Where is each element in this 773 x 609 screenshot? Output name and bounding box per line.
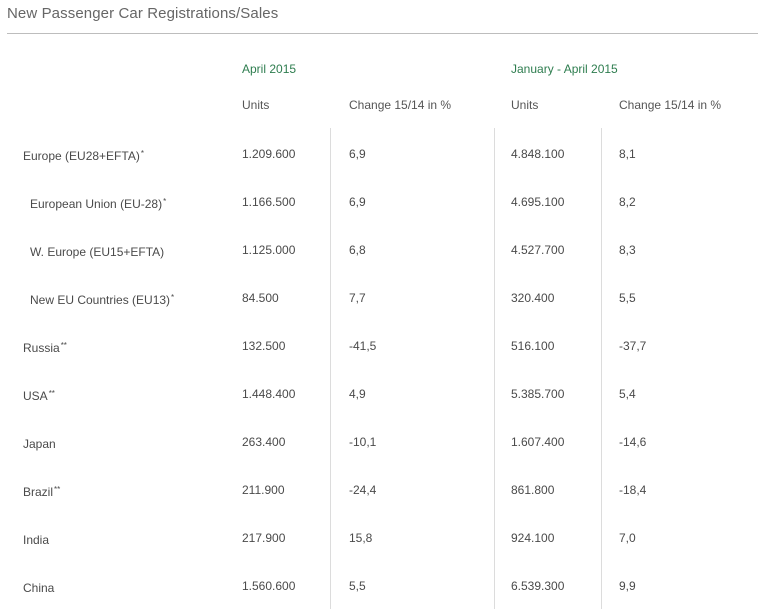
change-april: 6,8 (349, 243, 366, 257)
row-label: USA** (23, 389, 55, 403)
units-jan-apr: 6.539.300 (511, 579, 565, 593)
units-april: 1.560.600 (242, 579, 296, 593)
table-row (0, 192, 773, 212)
change-jan-apr: 8,3 (619, 243, 636, 257)
units-jan-apr: 5.385.700 (511, 387, 565, 401)
row-label: India (23, 533, 50, 547)
table-row (0, 576, 773, 596)
change-jan-apr: 8,1 (619, 147, 636, 161)
row-label: European Union (EU-28)* (30, 197, 167, 211)
title-divider (7, 33, 758, 34)
change-jan-apr: 7,0 (619, 531, 636, 545)
change-jan-apr: 5,4 (619, 387, 636, 401)
footnote-mark: ** (54, 485, 61, 494)
change-jan-apr: 9,9 (619, 579, 636, 593)
table-row (0, 528, 773, 548)
row-label: New EU Countries (EU13)* (30, 293, 175, 307)
units-jan-apr: 924.100 (511, 531, 555, 545)
units-april: 217.900 (242, 531, 286, 545)
table-row (0, 144, 773, 164)
change-jan-apr: 5,5 (619, 291, 636, 305)
change-jan-apr: 8,2 (619, 195, 636, 209)
table-row (0, 336, 773, 356)
column-header-units-1: Units (242, 98, 270, 112)
column-header-change-2: Change 15/14 in % (619, 98, 722, 112)
units-jan-apr: 516.100 (511, 339, 555, 353)
change-jan-apr: -14,6 (619, 435, 647, 449)
footnote-mark: * (163, 197, 167, 206)
units-jan-apr: 1.607.400 (511, 435, 565, 449)
change-april: 7,7 (349, 291, 366, 305)
group-header-april-2015: April 2015 (242, 62, 297, 76)
change-jan-apr: -18,4 (619, 483, 647, 497)
page-title: New Passenger Car Registrations/Sales (7, 5, 279, 22)
table-row (0, 432, 773, 452)
group-header-jan-apr-2015: January - April 2015 (511, 62, 618, 76)
footnote-mark: ** (60, 341, 67, 350)
change-april: -24,4 (349, 483, 377, 497)
units-april: 1.448.400 (242, 387, 296, 401)
units-jan-apr: 4.848.100 (511, 147, 565, 161)
units-april: 263.400 (242, 435, 286, 449)
footnote-mark: * (140, 149, 144, 158)
change-april: 6,9 (349, 195, 366, 209)
units-april: 1.166.500 (242, 195, 296, 209)
units-jan-apr: 4.527.700 (511, 243, 565, 257)
change-april: 6,9 (349, 147, 366, 161)
row-label: Russia** (23, 341, 67, 355)
units-april: 1.209.600 (242, 147, 296, 161)
units-april: 84.500 (242, 291, 279, 305)
row-label: Brazil** (23, 485, 61, 499)
table-row (0, 480, 773, 500)
table-row (0, 288, 773, 308)
change-april: 15,8 (349, 531, 373, 545)
row-label: Europe (EU28+EFTA)* (23, 149, 144, 163)
row-label: Japan (23, 437, 56, 451)
units-jan-apr: 320.400 (511, 291, 555, 305)
change-jan-apr: -37,7 (619, 339, 647, 353)
row-label: W. Europe (EU15+EFTA) (30, 245, 165, 259)
change-april: -41,5 (349, 339, 377, 353)
table-row (0, 384, 773, 404)
footnote-mark: * (171, 293, 175, 302)
row-label: China (23, 581, 55, 595)
units-jan-apr: 4.695.100 (511, 195, 565, 209)
column-header-change-1: Change 15/14 in % (349, 98, 452, 112)
units-april: 132.500 (242, 339, 286, 353)
change-april: 5,5 (349, 579, 366, 593)
column-header-units-2: Units (511, 98, 539, 112)
units-april: 211.900 (242, 483, 285, 497)
change-april: -10,1 (349, 435, 377, 449)
change-april: 4,9 (349, 387, 366, 401)
table-row (0, 240, 773, 260)
units-jan-apr: 861.800 (511, 483, 555, 497)
units-april: 1.125.000 (242, 243, 296, 257)
footnote-mark: ** (48, 389, 55, 398)
